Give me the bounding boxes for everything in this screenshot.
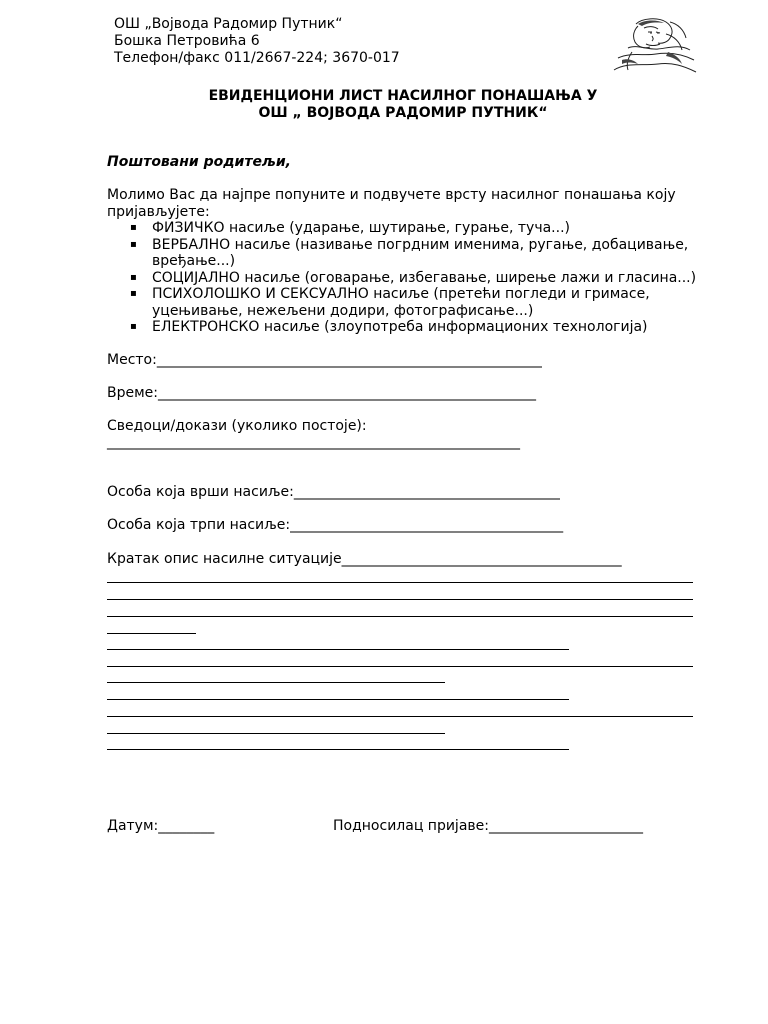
- school-phone: Телефон/факс 011/2667-224; 3670-017: [114, 50, 400, 66]
- description-line[interactable]: [107, 682, 445, 683]
- bullet-icon: ▪: [130, 238, 137, 250]
- list-item-text: СОЦИЈАЛНО насиље (оговарање, избегавање, ширење лажи и гласина...): [152, 269, 697, 286]
- description-line[interactable]: [107, 649, 569, 650]
- intro-paragraph: [107, 187, 707, 221]
- intro-line-2: пријављујете:: [107, 204, 210, 220]
- list-item-text: ЕЛЕКТРОНСКО насиље (злоупотреба информационих технологија): [152, 319, 648, 335]
- bullet-icon: ▪: [130, 321, 137, 332]
- school-header: [114, 16, 400, 67]
- title-line-2: ОШ „ ВОЈВОДА РАДОМИР ПУТНИК“: [258, 105, 548, 121]
- place-field[interactable]: Место:_______________________________________________________: [107, 352, 542, 368]
- description-line[interactable]: [107, 616, 693, 617]
- list-item: [130, 220, 696, 237]
- school-address: Бошка Петровића 6: [114, 33, 260, 49]
- violence-types-list: [130, 220, 696, 336]
- bullet-icon: ▪: [130, 271, 137, 283]
- description-field[interactable]: Кратак опис насилне ситуације________________________________________: [107, 551, 622, 567]
- bullet-icon: ▪: [130, 288, 137, 299]
- perpetrator-field[interactable]: Особа која врши насиље:______________________________________: [107, 484, 560, 500]
- description-line[interactable]: [107, 749, 569, 750]
- list-item: [130, 270, 696, 287]
- witnesses-field[interactable]: ___________________________________________________________: [107, 434, 520, 450]
- time-field[interactable]: Време:______________________________________________________: [107, 385, 536, 401]
- list-item-text: ПСИХОЛОШКО И СЕКСУАЛНО насиље (претећи погледи и гримасе,: [152, 286, 650, 302]
- applicant-field[interactable]: Подносилац пријаве:______________________: [333, 818, 643, 834]
- victim-field[interactable]: Особа која трпи насиље:_______________________________________: [107, 517, 564, 533]
- bullet-icon: ▪: [130, 222, 137, 233]
- intro-line-1: Молимо Вас да најпре попуните и подвучете врсту насилног понашања коју: [107, 187, 676, 203]
- date-field[interactable]: Датум:________: [107, 818, 215, 834]
- school-name: ОШ „Војвода Радомир Путник“: [114, 16, 343, 32]
- list-item-text: ВЕРБАЛНО насиље (називање погрдним именима, ругање, добацивање,: [152, 236, 689, 253]
- list-item-text: ФИЗИЧКО насиље (ударање, шутирање, гурање, туча...): [152, 220, 570, 236]
- description-line[interactable]: [107, 699, 569, 700]
- list-item: [130, 237, 696, 270]
- school-logo-icon: [608, 14, 698, 74]
- description-line[interactable]: [107, 666, 693, 667]
- witnesses-label: Сведоци/докази (уколико постоје):: [107, 418, 367, 434]
- list-item: [130, 286, 696, 319]
- list-item: [130, 319, 696, 336]
- title-line-1: ЕВИДЕНЦИОНИ ЛИСТ НАСИЛНОГ ПОНАШАЊА У: [208, 88, 598, 104]
- document-title: [0, 88, 768, 122]
- description-line[interactable]: [107, 733, 445, 734]
- description-line[interactable]: [107, 599, 693, 600]
- list-item-text-continued: вређање...): [152, 253, 236, 269]
- description-line[interactable]: [107, 582, 693, 583]
- list-item-text-continued: уцењивање, нежељени додири, фотографисање...): [152, 302, 534, 319]
- description-line[interactable]: [107, 716, 693, 717]
- salutation: Поштовани родитељи,: [107, 154, 291, 170]
- description-line[interactable]: [107, 633, 196, 634]
